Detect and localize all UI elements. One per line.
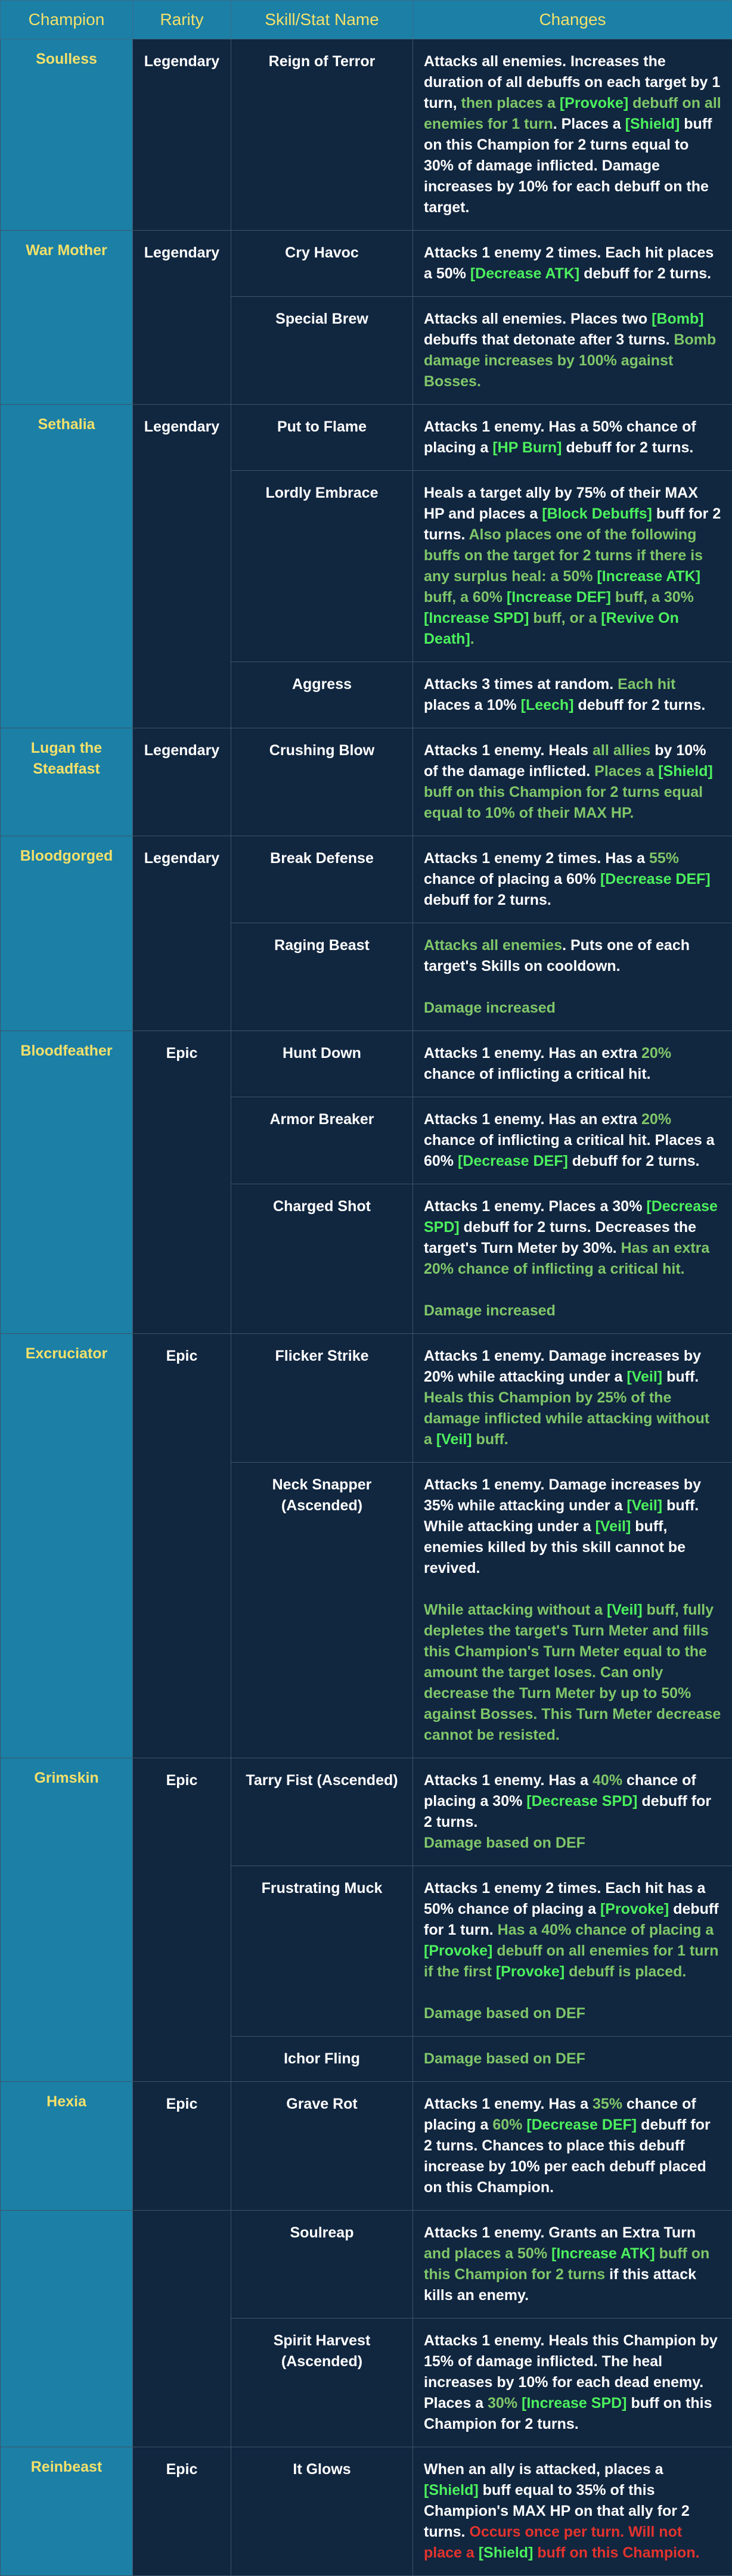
champion-name: Lugan the Steadfast xyxy=(1,728,133,836)
change-text: chance of placing a xyxy=(424,2096,696,2133)
change-text: 35% xyxy=(593,2096,622,2112)
skill-name: Special Brew xyxy=(231,297,413,405)
changes-cell xyxy=(413,1463,732,1758)
header-rarity: Rarity xyxy=(133,1,231,39)
change-text: if this attack kills an enemy. xyxy=(424,2266,696,2304)
changes-cell xyxy=(413,1184,732,1334)
rarity-value: Epic xyxy=(133,2447,231,2576)
paragraph-gap xyxy=(424,1579,721,1600)
change-text: debuff on all enemies for 1 turn xyxy=(424,95,721,132)
change-text: Attacks all enemies. Places two xyxy=(424,311,652,327)
change-text: chance of inflicting a critical hit. Places a 60% xyxy=(424,1132,715,1169)
change-text: [Shield] xyxy=(479,2544,534,2561)
change-text: Damage based on DEF xyxy=(424,2005,585,2022)
change-text: [Shield] xyxy=(424,2482,479,2499)
skill-name: Lordly Embrace xyxy=(231,471,413,662)
change-text: buff on this Champion for 2 turns. xyxy=(424,2395,712,2432)
changes-cell xyxy=(413,231,732,297)
change-text: Attacks 1 enemy 2 times. Has a xyxy=(424,850,649,867)
change-text: [Veil] xyxy=(607,1602,643,1618)
changes-cell xyxy=(413,728,732,836)
change-text: Attacks all enemies. Increases the duration of all debuffs on each target by 1 turn, xyxy=(424,53,720,111)
change-text: [Decrease ATK] xyxy=(470,265,579,282)
change-text: [Veil] xyxy=(626,1497,662,1514)
change-text: Attacks 1 enemy. Has a xyxy=(424,1772,593,1789)
change-text: 20% xyxy=(641,1111,671,1128)
change-text: Heals a target ally by 75% of their MAX HP and places a xyxy=(424,485,698,522)
change-text: . Places a xyxy=(553,116,625,132)
change-text: debuff for 2 turns. Decreases the target's Turn Meter by 30%. xyxy=(424,1219,696,1256)
changes-cell xyxy=(413,39,732,231)
table-row xyxy=(1,836,732,923)
skill-name: Crushing Blow xyxy=(231,728,413,836)
change-text: [Provoke] xyxy=(560,95,628,111)
change-text: debuff is placed. xyxy=(564,1963,686,1980)
skill-name: Neck Snapper (Ascended) xyxy=(231,1463,413,1758)
header-champion: Champion xyxy=(1,1,133,39)
change-text: 40% xyxy=(593,1772,622,1789)
change-text: [Increase DEF] xyxy=(507,589,611,606)
skill-name: Flicker Strike xyxy=(231,1334,413,1463)
changes-cell xyxy=(413,1031,732,1097)
changes-cell xyxy=(413,1097,732,1184)
change-text: Attacks 1 enemy 2 times. Each hit places a 50% xyxy=(424,244,714,282)
rarity-value: Legendary xyxy=(133,728,231,836)
changes-cell xyxy=(413,1866,732,2037)
change-text: [Decrease DEF] xyxy=(600,871,711,887)
table-row xyxy=(1,728,732,836)
change-text: [Veil] xyxy=(436,1431,472,1448)
changes-cell xyxy=(413,1334,732,1463)
change-text: chance of placing a 30% xyxy=(424,1772,696,1810)
skill-name: Spirit Harvest (Ascended) xyxy=(231,2319,413,2447)
change-text: Bomb damage increases by 100% against Bosses. xyxy=(424,331,716,390)
change-text: [Veil] xyxy=(626,1368,662,1385)
change-text: Attacks 1 enemy. Grants an Extra Turn xyxy=(424,2224,696,2241)
champion-name: Hexia xyxy=(1,2082,133,2211)
change-text xyxy=(517,2395,522,2411)
change-text: When an ally is attacked, places a xyxy=(424,2461,663,2478)
change-text: debuff for 2 turns. Chances to place this debuff increase by 10% per each debuff placed on this Champion. xyxy=(424,2116,711,2196)
change-text: [Shield] xyxy=(658,763,713,780)
change-text: debuff for 2 turns. xyxy=(579,265,711,282)
changes-cell xyxy=(413,2319,732,2447)
changes-cell xyxy=(413,471,732,662)
change-text: Attacks 1 enemy. Damage increases by 20% while attacking under a xyxy=(424,1348,701,1385)
change-text: Has an extra 20% chance of inflicting a critical hit. xyxy=(424,1240,709,1277)
change-text: debuffs that detonate after 3 turns. xyxy=(424,331,674,348)
change-text: debuff for 2 turns. xyxy=(574,697,706,713)
change-text: [HP Burn] xyxy=(492,439,562,456)
changes-cell xyxy=(413,2082,732,2211)
rarity-value: Epic xyxy=(133,1334,231,1758)
change-text: Attacks 1 enemy. Heals xyxy=(424,742,593,759)
skill-name: Charged Shot xyxy=(231,1184,413,1334)
change-text: buff, fully depletes the target's Turn Meter and fills this Champion's Turn Meter equal to the amount the target loses. Can only decrease the Turn Meter by up to 50% against Bosses. This Turn Meter decrease cannot be resisted. xyxy=(424,1602,721,1743)
change-text: [Increase SPD] xyxy=(522,2395,626,2411)
change-text: [Increase ATK] xyxy=(597,568,700,585)
change-text: [Bomb] xyxy=(652,311,703,327)
change-text: Also places one of the following buffs on the target for 2 turns if there is any surplus heal: a 50% xyxy=(424,526,703,585)
change-text: Places a xyxy=(594,763,658,780)
change-text: Attacks 1 enemy. Has a 50% chance of placing a xyxy=(424,418,696,456)
rarity-value: Legendary xyxy=(133,231,231,405)
paragraph-gap xyxy=(424,1280,721,1301)
table-row xyxy=(1,1334,732,1463)
skill-name: Soulreap xyxy=(231,2211,413,2319)
change-text: then places a xyxy=(461,95,560,111)
champion-name: Excruciator xyxy=(1,1334,133,1758)
skill-name: Hunt Down xyxy=(231,1031,413,1097)
change-text: Damage based on DEF xyxy=(424,2050,585,2067)
change-text: Attacks 1 enemy. Heals this Champion by 15% of damage inflicted. The heal increases by 10% for each dead enemy. Places a xyxy=(424,2332,718,2411)
skill-name: Reign of Terror xyxy=(231,39,413,231)
rarity-value: Legendary xyxy=(133,405,231,728)
change-text: [Block Debuffs] xyxy=(542,505,652,522)
change-text: Heals this Champion by 25% of the damage inflicted while attacking without a xyxy=(424,1389,709,1448)
champion-name: Grimskin xyxy=(1,1758,133,2082)
header-row xyxy=(1,1,732,39)
change-text: buff. xyxy=(472,1431,508,1448)
change-text: debuff for 2 turns. xyxy=(568,1153,700,1169)
change-text: debuff for 2 turns. xyxy=(562,439,694,456)
change-text: 60% xyxy=(492,2116,522,2133)
rarity-value: Epic xyxy=(133,1031,231,1334)
skill-name: Armor Breaker xyxy=(231,1097,413,1184)
change-text: places a 10% xyxy=(424,697,521,713)
skill-name: Put to Flame xyxy=(231,405,413,471)
change-text: [Revive On Death] xyxy=(424,610,679,647)
change-text: [Decrease SPD] xyxy=(526,1793,637,1810)
skill-name: Ichor Fling xyxy=(231,2037,413,2082)
change-text: buff on this Champion. xyxy=(533,2544,699,2561)
paragraph-gap xyxy=(424,1982,721,2003)
change-text: debuff for 2 turns. xyxy=(424,1793,711,1830)
changes-cell xyxy=(413,2211,732,2319)
change-text: [Shield] xyxy=(625,116,680,132)
champion-name: Sethalia xyxy=(1,405,133,728)
change-text: [Provoke] xyxy=(600,1901,669,1917)
change-text: buff on this Champion for 2 turns equal to 30% of damage inflicted. Damage increases by 10% for each debuff on the target. xyxy=(424,116,712,216)
rarity-value: Epic xyxy=(133,2082,231,2211)
table-body xyxy=(1,39,732,2576)
change-text: buff, enemies killed by this skill cannot be revived. xyxy=(424,1518,686,1576)
champion-name: Reinbeast xyxy=(1,2447,133,2576)
change-text: . xyxy=(470,631,474,647)
rarity-value xyxy=(133,2211,231,2447)
change-text: 55% xyxy=(649,850,679,867)
skill-name: Tarry Fist (Ascended) xyxy=(231,1758,413,1866)
rarity-value: Legendary xyxy=(133,836,231,1031)
skill-name: Raging Beast xyxy=(231,923,413,1031)
table-row xyxy=(1,231,732,297)
change-text: [Decrease DEF] xyxy=(526,2116,637,2133)
table-row xyxy=(1,405,732,471)
change-text: Attacks 1 enemy. Places a 30% xyxy=(424,1198,646,1215)
champion-name: Soulless xyxy=(1,39,133,231)
skill-name: Break Defense xyxy=(231,836,413,923)
changes-cell xyxy=(413,662,732,728)
change-text: [Decrease SPD] xyxy=(424,1198,718,1236)
skill-name: Aggress xyxy=(231,662,413,728)
change-text: [Leech] xyxy=(521,697,574,713)
change-text: buff, or a xyxy=(529,610,601,626)
skill-name: Frustrating Muck xyxy=(231,1866,413,2037)
change-text: Each hit xyxy=(618,676,675,693)
table-row xyxy=(1,2211,732,2319)
skill-name: Cry Havoc xyxy=(231,231,413,297)
change-text: chance of inflicting a critical hit. xyxy=(424,1066,651,1082)
change-text: 20% xyxy=(641,1045,671,1062)
champion-name xyxy=(1,2211,133,2447)
champion-name: War Mother xyxy=(1,231,133,405)
change-text: buff equal to 35% of this Champion's MAX HP on that ally for 2 turns. xyxy=(424,2482,690,2540)
change-text: all allies xyxy=(593,742,650,759)
change-text: chance of placing a 60% xyxy=(424,871,600,887)
changes-cell xyxy=(413,836,732,923)
change-text: While attacking without a xyxy=(424,1602,607,1618)
change-text: Has a 40% chance of placing a xyxy=(498,1922,714,1938)
change-text: Attacks all enemies xyxy=(424,937,562,954)
change-text: . Puts one of each target's Skills on cooldown. xyxy=(424,937,690,974)
rarity-value: Legendary xyxy=(133,39,231,231)
change-note: Damage based on DEF xyxy=(424,1833,721,1854)
changes-cell xyxy=(413,1758,732,1866)
change-text: Attacks 1 enemy. Has an extra xyxy=(424,1045,641,1062)
change-text: [Increase ATK] xyxy=(551,2245,655,2262)
change-text: debuff on all enemies for 1 turn if the first xyxy=(424,1942,719,1980)
change-text: [Provoke] xyxy=(496,1963,564,1980)
change-text: Damage increased xyxy=(424,1000,556,1016)
change-text: Attacks 1 enemy 2 times. Each hit has a 50% chance of placing a xyxy=(424,1880,705,1917)
header-changes: Changes xyxy=(413,1,732,39)
change-text: buff. While attacking under a xyxy=(424,1497,699,1535)
changes-cell xyxy=(413,405,732,471)
table-row xyxy=(1,1031,732,1097)
change-text: buff, a 30% xyxy=(611,589,694,606)
change-text: buff. xyxy=(662,1368,699,1385)
change-text: debuff for 2 turns. xyxy=(424,892,551,908)
table-row xyxy=(1,2447,732,2576)
skill-name: Grave Rot xyxy=(231,2082,413,2211)
table-row xyxy=(1,1758,732,1866)
changes-cell xyxy=(413,923,732,1031)
header-skill: Skill/Stat Name xyxy=(231,1,413,39)
change-text: and places a 50% xyxy=(424,2245,551,2262)
change-text: Attacks 3 times at random. xyxy=(424,676,618,693)
changes-cell xyxy=(413,297,732,405)
change-text: [Veil] xyxy=(595,1518,631,1535)
skill-name: It Glows xyxy=(231,2447,413,2576)
change-text: [Provoke] xyxy=(424,1942,492,1959)
table-row xyxy=(1,2082,732,2211)
change-text: [Increase SPD] xyxy=(424,610,529,626)
champion-name: Bloodfeather xyxy=(1,1031,133,1334)
change-text: [Decrease DEF] xyxy=(458,1153,568,1169)
change-text: Attacks 1 enemy. Damage increases by 35% while attacking under a xyxy=(424,1476,701,1514)
change-text: Attacks 1 enemy. Has an extra xyxy=(424,1111,641,1128)
change-text: by 10% of the damage inflicted. xyxy=(424,742,706,780)
change-text: debuff for 1 turn. xyxy=(424,1901,719,1938)
table-row xyxy=(1,39,732,231)
change-text: buff for 2 turns. xyxy=(424,505,721,543)
change-text: buff on this Champion for 2 turns equal equal to 10% of their MAX HP. xyxy=(424,784,703,821)
change-text: Attacks 1 enemy. Has a xyxy=(424,2096,593,2112)
change-text: buff on this Champion for 2 turns xyxy=(424,2245,709,2283)
change-text: Occurs once per turn. Will not place a xyxy=(424,2524,682,2561)
rarity-value: Epic xyxy=(133,1758,231,2082)
champion-name: Bloodgorged xyxy=(1,836,133,1031)
change-text: buff, a 60% xyxy=(424,589,507,606)
changes-cell xyxy=(413,2447,732,2576)
change-text: Damage increased xyxy=(424,1302,556,1319)
paragraph-gap xyxy=(424,977,721,998)
change-text: 30% xyxy=(488,2395,517,2411)
changes-cell xyxy=(413,2037,732,2082)
